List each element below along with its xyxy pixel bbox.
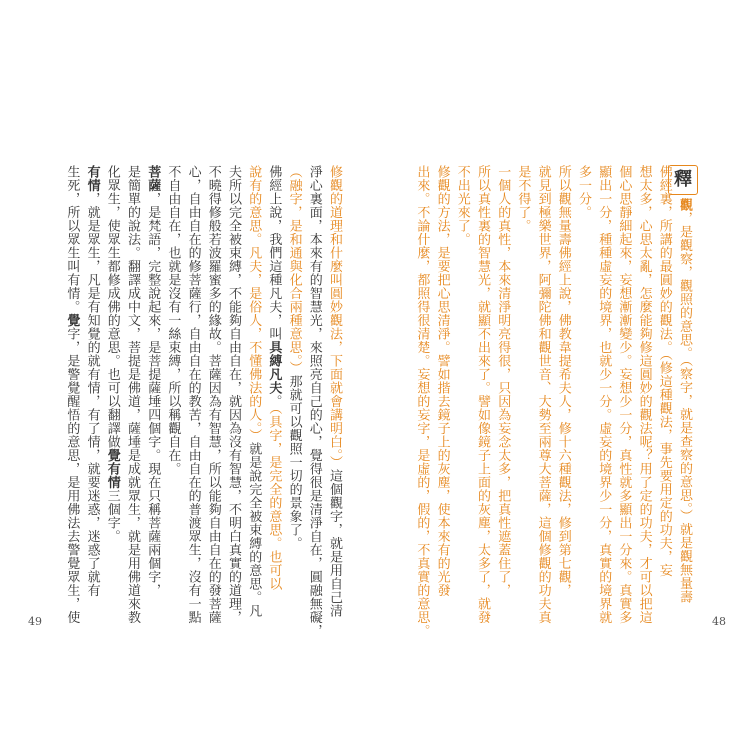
text-segment: 佛經上說，我們這種凡夫，叫 — [266, 165, 282, 341]
left-page-column — [62, 165, 80, 624]
right-page-column — [675, 198, 693, 638]
right-page-number: 48 — [712, 615, 726, 628]
text-segment: 不出光來了。 — [454, 165, 470, 246]
text-segment: （融字，是和通與化合兩種意思。） — [286, 165, 302, 375]
left-page-column — [123, 165, 141, 624]
left-page-column — [184, 165, 202, 624]
left-page-column — [204, 165, 222, 624]
text-segment: 是不得了。 — [515, 165, 531, 233]
right-page-column — [534, 165, 552, 624]
right-page-column — [574, 165, 592, 605]
text-segment: ，是觀察，觀照的意思。 — [677, 211, 692, 360]
right-page-column — [453, 165, 471, 605]
text-segment: 字，是警覺醒悟的意思，是用佛法去警覺眾生，使 — [64, 327, 80, 624]
text-segment: 覺 — [64, 313, 80, 327]
text-segment: 具縛凡夫 — [266, 340, 282, 395]
left-page-column — [285, 165, 303, 605]
text-segment: 出來。不論什麼，都照得很清楚。妄想的妄字，是虛的，假的，不真實的意思。 — [414, 165, 430, 638]
right-page-column — [493, 165, 511, 605]
right-page-column — [594, 165, 612, 624]
left-page-column — [305, 165, 323, 638]
right-page-column — [473, 165, 491, 624]
text-segment: 是簡單的說法。翻譯成中文，菩提是佛道，薩埵是成就眾生，就是用佛道來教 — [125, 165, 140, 624]
text-segment: 修觀的道理和什麼叫圓妙觀法，下面就會講明白。） — [327, 165, 342, 469]
text-segment: 這個觀字，就是用自己清 — [327, 469, 342, 618]
left-page-column — [163, 165, 181, 605]
text-segment: 心，自由自在的修菩薩行，自由自在的教苦，自由自在的普渡眾生，沒有一點 — [185, 165, 201, 624]
text-segment: 個心思靜細起來，妄想漸漸變少。妄想少一分，真性就多顯出一分來。真實多 — [616, 165, 632, 624]
text-segment: 化眾生，使眾生都修成佛的意思。也可以翻譯做 — [104, 165, 120, 449]
left-page-column — [83, 165, 101, 605]
left-page-column — [224, 165, 242, 624]
text-segment: 就見到極樂世界，阿彌陀佛和觀世音、大勢至兩尊大菩薩，這個修觀的功夫真 — [535, 165, 551, 624]
text-segment: 想太多，心思太亂，怎麼能夠修這圓妙的觀法呢？用了定的功夫，才可以把這 — [636, 165, 652, 624]
text-segment: （修這種觀法，事先要用定的功夫，妄 — [656, 354, 672, 577]
text-segment: 說有的意思。凡夫，是俗人，不懂佛法的人。） — [246, 165, 262, 442]
right-page-column — [433, 165, 451, 605]
text-segment: 顯出一分，種種虛妄的境界，也就少一分。虛妄的境界少一分，真實的境界就 — [596, 165, 612, 624]
text-segment: 就是說完全被束縛的意思。凡 — [246, 442, 262, 618]
text-segment: ，是梵語，完整說起來，是菩提薩埵四個字。現在只稱菩薩兩個字， — [145, 192, 161, 597]
text-segment: 夫所以完全被束縛，不能夠自由自在，就因為沒有智慧，不明白真實的道理， — [226, 165, 241, 624]
left-page-column — [244, 165, 262, 618]
text-segment: 不曉得修般若波羅蜜多的緣故。菩薩因為有智慧，所以能夠自由自在的發菩薩 — [205, 165, 221, 624]
right-page-column — [513, 165, 531, 605]
text-segment: 佛經裏，所講的最圓妙的觀法。 — [656, 165, 672, 354]
right-page-column — [655, 165, 673, 605]
left-page-number: 49 — [28, 615, 42, 628]
text-segment: 三個字。 — [104, 489, 120, 543]
text-segment: （具字，是完全的意思。也可以 — [266, 408, 282, 591]
right-page — [375, 0, 750, 750]
text-segment: 所以觀無量壽佛經上說，佛教韋提希夫人，修十六種觀法，修到第七觀， — [555, 165, 571, 597]
text-segment: 一個人的真性，本來清淨明亮得很，只因為妄念太多，把真性遮蓋住了， — [495, 165, 511, 597]
text-segment: 。 — [266, 394, 282, 408]
left-page-column — [325, 165, 343, 618]
left-page-column — [103, 165, 121, 605]
text-segment: 就是觀無量壽 — [677, 522, 692, 604]
text-segment: （察字，就是查察的意思。） — [677, 360, 692, 523]
text-segment: 淨心裏面，本來有的智慧光，來照亮自己的心，覺得很是清淨自在，圓融無礙， — [306, 165, 322, 638]
text-segment: 菩薩 — [145, 165, 161, 192]
right-page-column — [554, 165, 572, 605]
text-segment: 生死，所以眾生叫有情。 — [64, 165, 80, 314]
text-segment: 觀 — [677, 198, 692, 212]
text-segment: 覺有情 — [104, 448, 120, 489]
text-segment: 那就可以觀照一切的景象了。 — [286, 374, 302, 550]
right-page-column — [614, 165, 632, 624]
left-page-column — [264, 165, 282, 605]
right-page-column — [412, 165, 430, 638]
text-segment: 修觀的方法，是要把心思清淨。譬如揩去鏡子上的灰塵，使本來有的光發 — [434, 165, 450, 597]
text-segment: ，就是眾生，凡是有知覺的就有情，有了情，就要迷惑，迷惑了就有 — [84, 192, 100, 597]
text-segment: 不自由自在，也就是沒有一絲束縛，所以稱觀自在。 — [165, 165, 181, 476]
text-segment: 所以真性裏的智慧光，就顯不出來了。譬如像鏡子上面的灰塵，太多了，就發 — [475, 165, 490, 624]
right-page-column — [635, 165, 653, 624]
text-segment: 有情 — [84, 165, 100, 192]
left-page-column — [143, 165, 161, 605]
text-segment: 多一分。 — [576, 165, 591, 219]
explanation-badge: 釋 — [668, 165, 698, 195]
